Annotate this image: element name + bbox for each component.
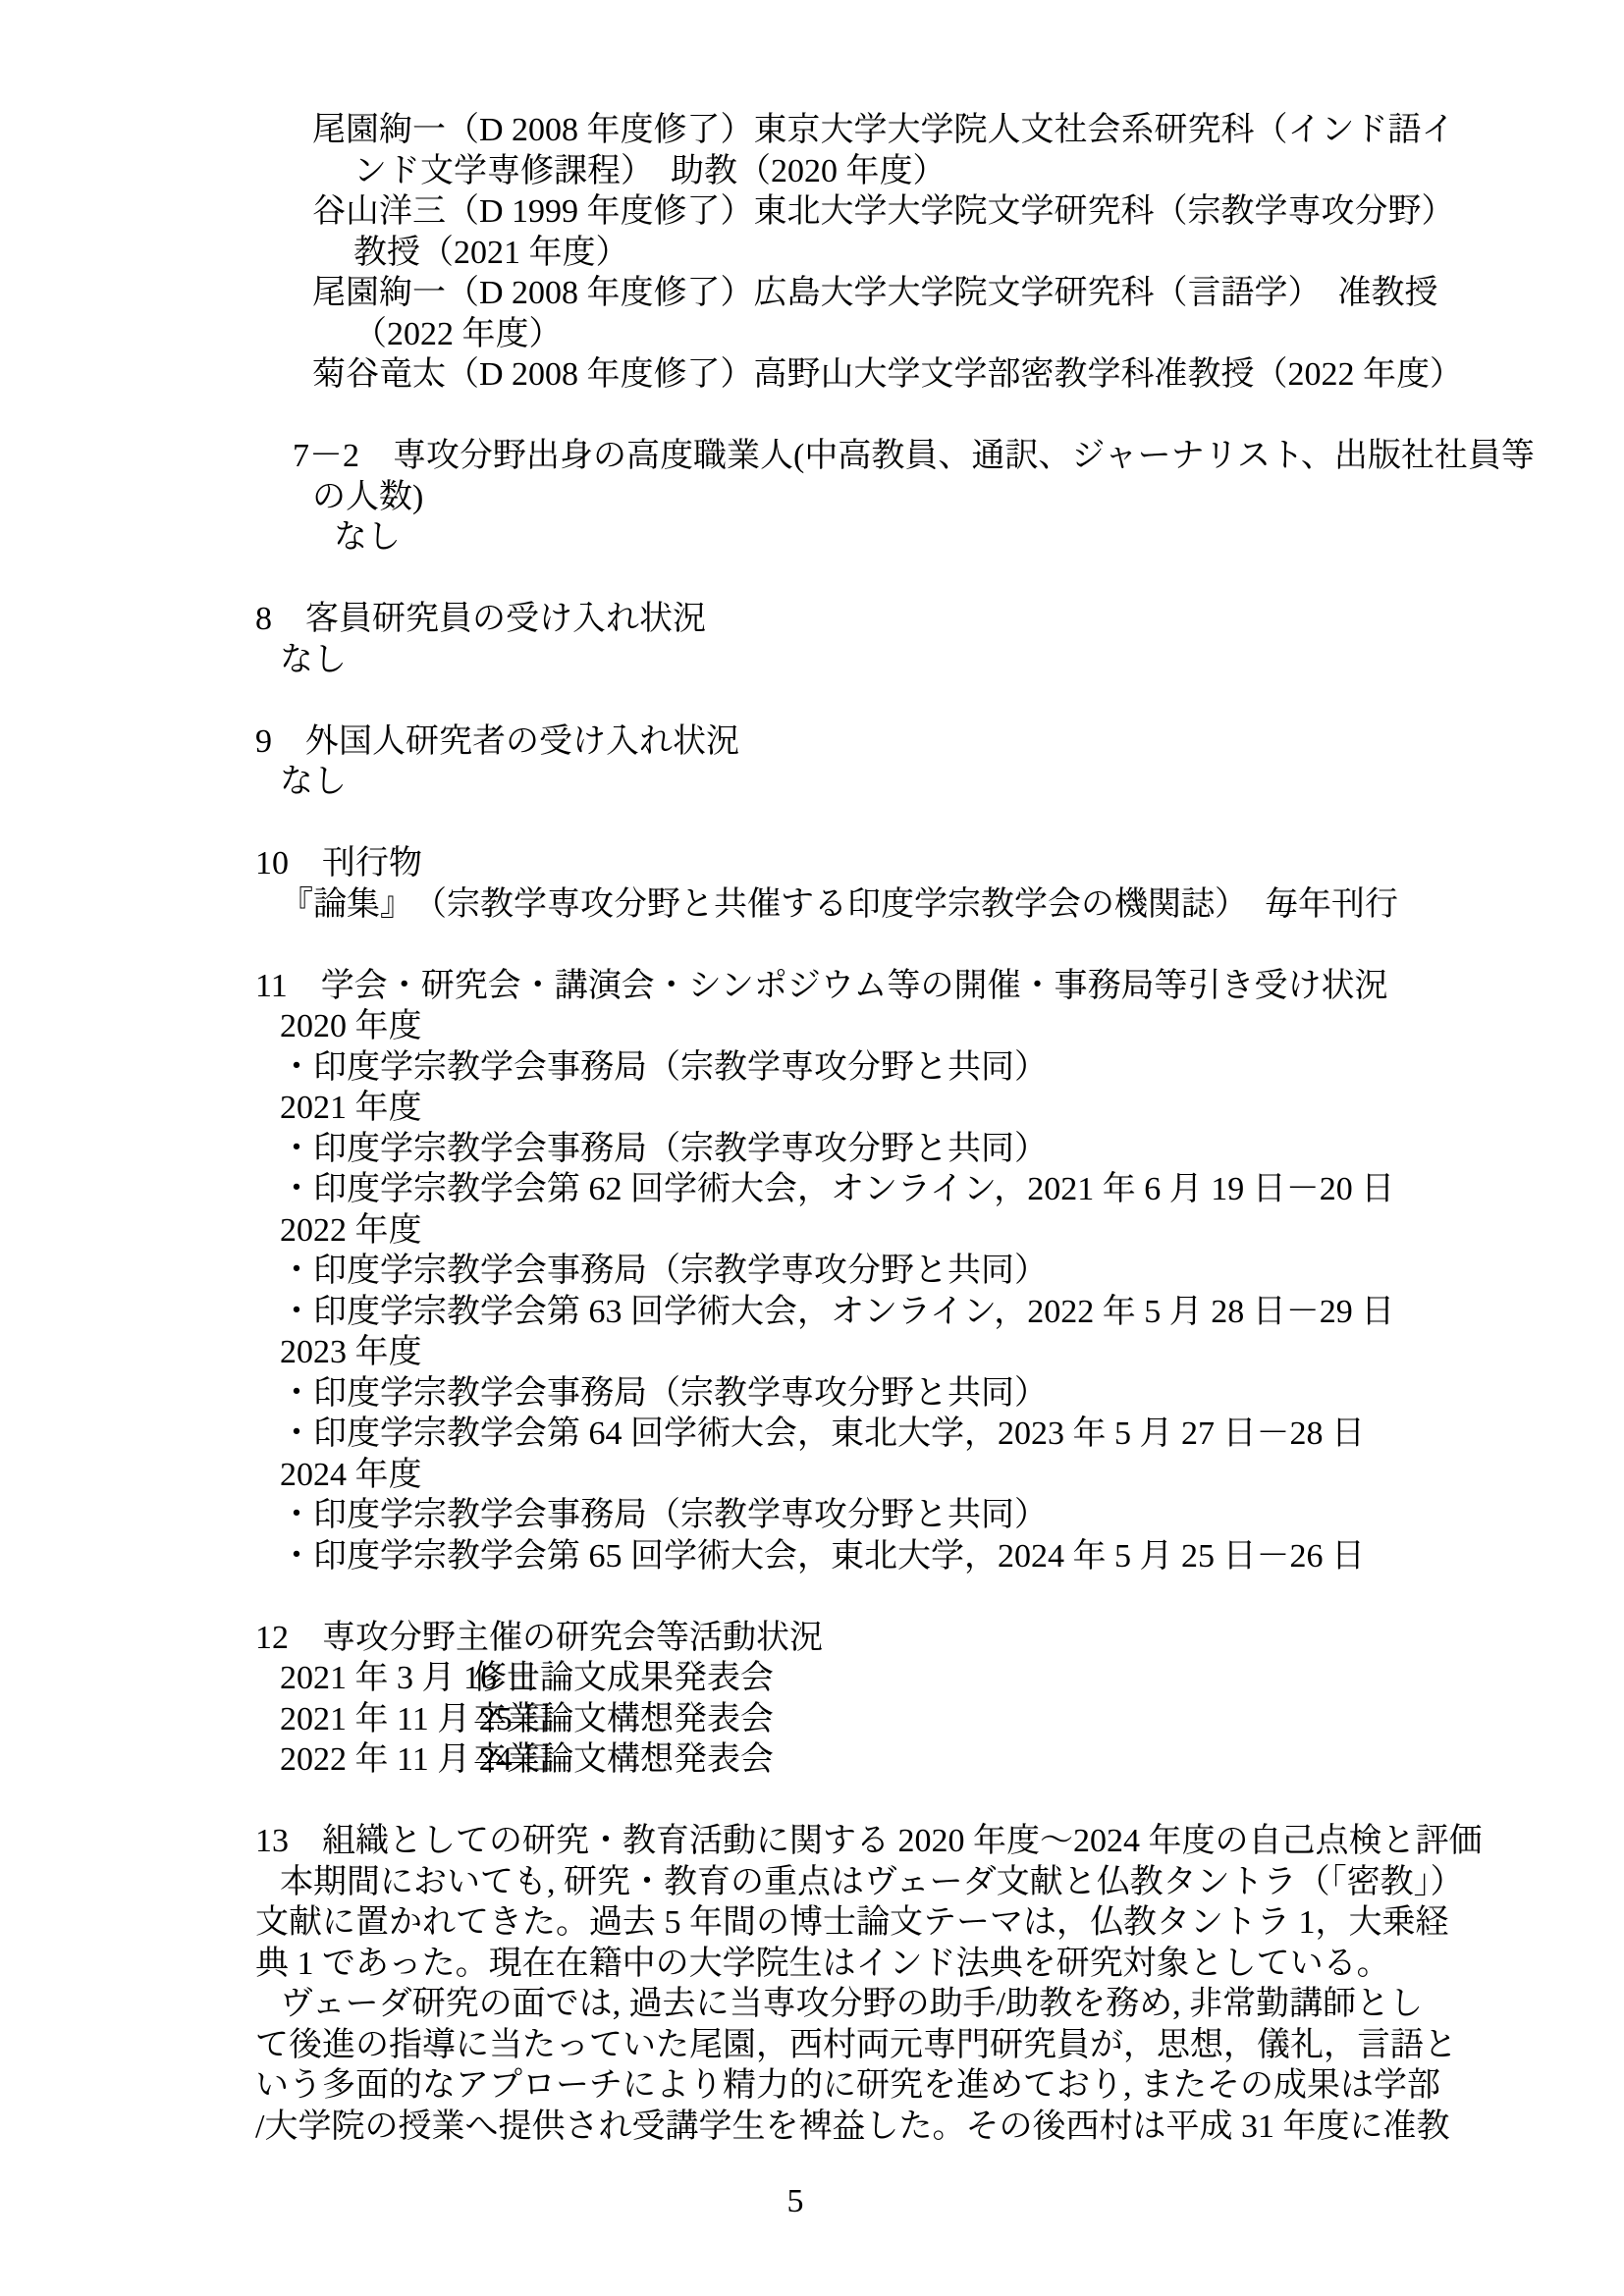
line-text: 2020 年度 xyxy=(280,1008,422,1044)
blank-line xyxy=(255,396,1375,437)
blank-line xyxy=(255,1781,1375,1822)
text-line xyxy=(255,1944,1390,1985)
line-text: 尾園絢一（D 2008 年度修了）東京大学大学院人文社会系研究科（インド語イ xyxy=(312,112,1455,148)
text-line xyxy=(255,721,1375,763)
text-line xyxy=(255,151,1375,192)
line-text: なし xyxy=(280,641,347,678)
text-line xyxy=(255,1618,1375,1659)
line-text: 2024 年度 xyxy=(280,1456,422,1493)
text-line xyxy=(255,314,1375,355)
line-text: ・印度学宗教学会事務局（宗教学専攻分野と共同） xyxy=(280,1497,1048,1533)
line-text: ・印度学宗教学会第 64 回学術大会，東北大学，2023 年 5 月 27 日－28 日 xyxy=(280,1415,1365,1452)
text-line xyxy=(255,640,1375,681)
line-text: 2022 年 11 月 24 日 xyxy=(280,1741,555,1778)
line-text: 2021 年 11 月 25 日 xyxy=(280,1700,555,1737)
line-text: 7－2 専攻分野出身の高度職業人(中高教員、通訳、ジャーナリスト、出版社社員等 xyxy=(293,438,1535,474)
text-line xyxy=(255,1210,1375,1252)
text-line xyxy=(255,1414,1375,1455)
text-line xyxy=(255,2025,1457,2066)
line-text: 菊谷竜太（D 2008 年度修了）高野山大学文学部密教学科准教授（2022 年度） xyxy=(312,356,1464,393)
line-col2: 卒業論文構想発表会 xyxy=(473,1700,774,1737)
text-line xyxy=(255,1536,1375,1577)
line-text: 2023 年度 xyxy=(280,1334,422,1370)
text-line xyxy=(255,1739,1375,1781)
blank-line xyxy=(255,803,1375,844)
text-line xyxy=(255,1658,1375,1699)
text-line xyxy=(255,2107,1450,2148)
text-line xyxy=(255,1821,1483,1862)
text-line xyxy=(255,1088,1375,1129)
line-text: 10 刊行物 xyxy=(255,845,422,881)
text-line xyxy=(255,599,1375,640)
line-col2: 修士論文成果発表会 xyxy=(473,1660,774,1696)
text-line xyxy=(255,273,1438,314)
line-text: 谷山洋三（D 1999 年度修了）東北大学大学院文学研究科（宗教学専攻分野） xyxy=(312,193,1455,230)
line-text: ・印度学宗教学会第 63 回学術大会，オンライン，2022 年 5 月 28 日－29 日 xyxy=(280,1293,1395,1330)
text-line xyxy=(255,1006,1375,1047)
text-line xyxy=(255,1129,1375,1170)
line-text: ・印度学宗教学会事務局（宗教学専攻分野と共同） xyxy=(280,1130,1048,1167)
text-line xyxy=(255,1292,1395,1333)
blank-line xyxy=(255,559,1375,600)
text-line xyxy=(255,436,1535,477)
line-text: /大学院の授業へ提供され受講学生を裨益した。その後西村は平成 31 年度に准教 xyxy=(255,2108,1450,2145)
text-line xyxy=(255,1047,1375,1089)
line-text: 8 客員研究員の受け入れ状況 xyxy=(255,601,706,637)
text-line xyxy=(255,233,1375,274)
line-text: 11 学会・研究会・講演会・シンポジウム等の開催・事務局等引き受け状況 xyxy=(255,967,1388,1004)
page-number: 5 xyxy=(786,2183,804,2219)
line-text: ・印度学宗教学会事務局（宗教学専攻分野と共同） xyxy=(280,1048,1048,1086)
line-text: 『論集』 （宗教学専攻分野と共催する印度学宗教学会の機関誌） 毎年刊行 xyxy=(280,885,1398,923)
line-col2: 卒業論文構想発表会 xyxy=(473,1741,774,1778)
line-text: ンド文学専修課程） 助教（2020 年度） xyxy=(353,152,947,189)
text-line xyxy=(255,1373,1375,1415)
line-text: 本期間においても, 研究・教育の重点はヴェーダ文献と仏教タントラ（「密教」） xyxy=(280,1863,1464,1900)
line-text: 2022 年度 xyxy=(280,1211,422,1249)
text-line xyxy=(255,966,1388,1007)
text-line xyxy=(255,1251,1375,1292)
text-line xyxy=(255,762,1375,803)
text-line xyxy=(255,1455,1375,1496)
line-text: 9 外国人研究者の受け入れ状況 xyxy=(255,722,739,760)
text-line xyxy=(255,517,1375,559)
document-body xyxy=(255,110,1535,2147)
blank-line xyxy=(255,925,1375,966)
line-text: （2022 年度） xyxy=(353,315,563,352)
text-line xyxy=(255,354,1464,396)
line-text: なし xyxy=(334,519,401,556)
text-line xyxy=(255,477,1375,518)
line-text: 2021 年 3 月 16 日 xyxy=(280,1660,539,1696)
text-line xyxy=(255,1699,1375,1740)
text-line xyxy=(255,884,1398,926)
line-text: ヴェーダ研究の面では, 過去に当専攻分野の助手/助教を務め, 非常勤講師とし xyxy=(280,1986,1424,2022)
text-line xyxy=(255,1332,1375,1373)
line-text: 尾園絢一（D 2008 年度修了）広島大学大学院文学研究科（言語学） 准教授 xyxy=(312,275,1438,311)
line-text: 2021 年度 xyxy=(280,1090,422,1126)
line-text: 12 専攻分野主催の研究会等活動状況 xyxy=(255,1619,823,1656)
text-line xyxy=(255,1902,1449,1944)
text-line xyxy=(255,2065,1440,2107)
line-text: ・印度学宗教学会事務局（宗教学専攻分野と共同） xyxy=(280,1253,1048,1289)
line-text: 13 組織としての研究・教育活動に関する 2020 年度～2024 年度の自己点検と評価 xyxy=(255,1823,1483,1859)
line-text: ・印度学宗教学会第 62 回学術大会，オンライン，2021 年 6 月 19 日－20 日 xyxy=(280,1171,1395,1207)
line-text: 教授（2021 年度） xyxy=(353,234,629,271)
line-text: なし xyxy=(280,764,347,800)
blank-line xyxy=(255,1576,1375,1618)
text-line xyxy=(255,191,1455,233)
line-text: ・印度学宗教学会事務局（宗教学専攻分野と共同） xyxy=(280,1374,1048,1412)
line-text: の人数) xyxy=(312,478,424,515)
text-line xyxy=(255,1984,1424,2025)
text-line xyxy=(255,110,1455,151)
line-text: 文献に置かれてきた。過去 5 年間の博士論文テーマは，仏教タントラ 1，大乗経 xyxy=(255,1904,1449,1941)
text-line xyxy=(255,1862,1464,1903)
line-text: 典 1 であった。現在在籍中の大学院生はインド法典を研究対象としている。 xyxy=(255,1945,1390,1982)
line-text: て後進の指導に当たっていた尾園，西村両元専門研究員が，思想，儀礼，言語と xyxy=(255,2026,1457,2063)
line-text: いう多面的なアプローチにより精力的に研究を進めており, またその成果は学部 xyxy=(255,2067,1440,2104)
line-text: ・印度学宗教学会第 65 回学術大会，東北大学，2024 年 5 月 25 日－26 日 xyxy=(280,1537,1365,1575)
text-line xyxy=(255,843,1375,884)
text-line xyxy=(255,1495,1375,1536)
blank-line xyxy=(255,680,1375,721)
text-line xyxy=(255,1169,1395,1210)
